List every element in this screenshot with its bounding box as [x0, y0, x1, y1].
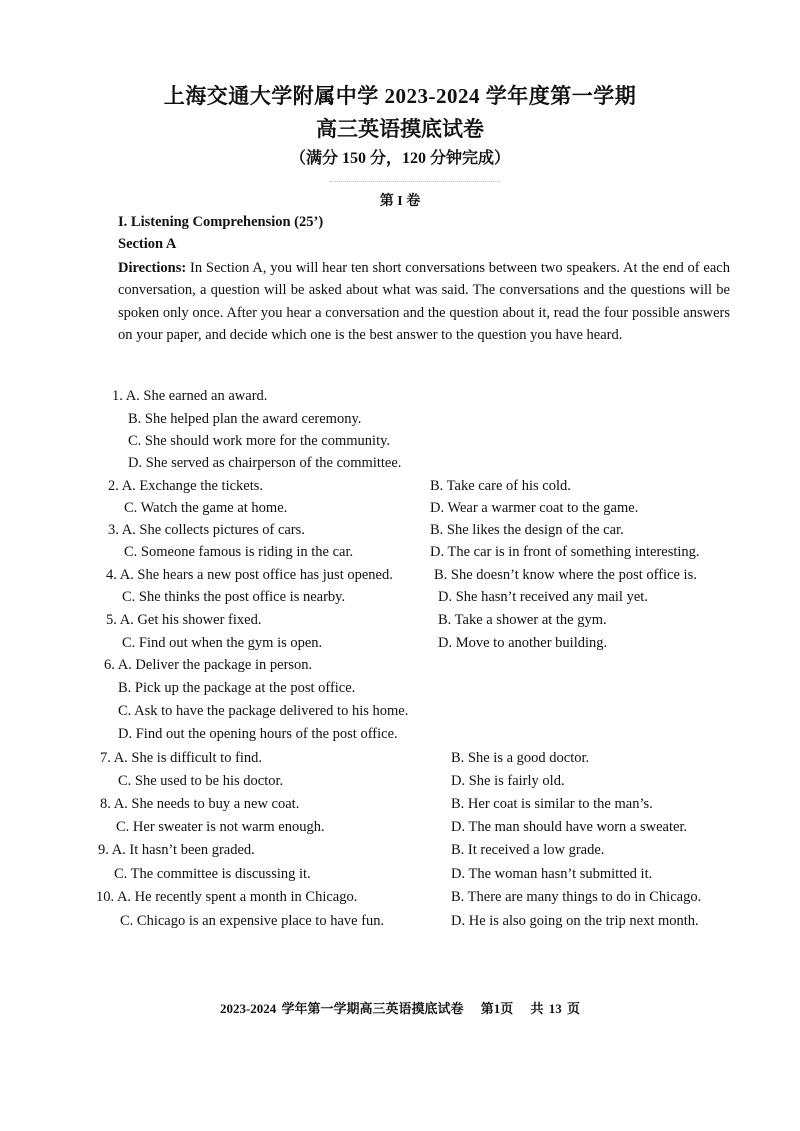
question-5: [106, 612, 261, 629]
option-a: A. Get his shower fixed.: [119, 612, 262, 628]
question-number: 8.: [100, 796, 111, 812]
question-8: [100, 796, 299, 813]
section-heading: Section A: [118, 236, 177, 252]
option-a: A. Deliver the package in person.: [117, 657, 313, 673]
question-2: [108, 478, 263, 495]
option-a: A. She is difficult to find.: [113, 750, 263, 766]
footer-exam-title: 2023-2024 学年第一学期高三英语摸底试卷: [219, 1001, 464, 1016]
directions-label: Directions:: [118, 260, 187, 276]
option-c: C. She used to be his doctor.: [118, 773, 284, 789]
question-number: 5.: [106, 612, 117, 628]
option-b: B. Her coat is similar to the man’s.: [451, 796, 653, 812]
option-a: A. He recently spent a month in Chicago.: [116, 889, 358, 905]
option-d: D. Wear a warmer coat to the game.: [430, 500, 639, 516]
option-c: C. Chicago is an expensive place to have fun.: [120, 913, 385, 929]
school-title: 上海交通大学附属中学 2023-2024 学年度第一学期: [163, 84, 637, 108]
option-a: A. She needs to buy a new coat.: [113, 796, 300, 812]
question-3: [108, 522, 305, 539]
score-note: （满分 150 分，120 分钟完成）: [289, 150, 510, 167]
option-d: D. She hasn’t received any mail yet.: [438, 589, 648, 605]
question-10: [96, 889, 357, 906]
option-a: A. She earned an award.: [125, 388, 268, 404]
option-c: C. Her sweater is not warm enough.: [116, 819, 325, 835]
option-a: A. Exchange the tickets.: [121, 478, 264, 494]
option-b: B. Pick up the package at the post office.: [118, 680, 356, 696]
page-footer: [0, 998, 800, 1017]
option-d: D. He is also going on the trip next month.: [451, 913, 699, 929]
question-1: [112, 388, 267, 405]
question-number: 6.: [104, 657, 115, 673]
option-d: D. The woman hasn’t submitted it.: [451, 866, 653, 882]
option-a: A. She collects pictures of cars.: [121, 522, 305, 538]
option-d: D. She is fairly old.: [451, 773, 565, 789]
option-c: C. Ask to have the package delivered to his home.: [118, 703, 409, 719]
option-d: D. The car is in front of something interesting.: [430, 544, 700, 560]
question-number: 7.: [100, 750, 111, 766]
option-d: D. She served as chairperson of the committee.: [128, 455, 402, 471]
option-c: C. She thinks the post office is nearby.: [122, 589, 346, 605]
decorative-divider: [330, 181, 500, 186]
option-b: B. She doesn’t know where the post office is.: [434, 567, 697, 583]
option-a: A. She hears a new post office has just opened.: [119, 567, 393, 583]
question-number: 2.: [108, 478, 119, 494]
question-number: 1.: [112, 388, 123, 404]
footer-total-pages: 共 13 页: [530, 1001, 581, 1016]
option-d: D. Move to another building.: [438, 635, 608, 651]
option-c: C. She should work more for the community.: [128, 433, 391, 449]
question-4: [106, 567, 393, 584]
question-number: 10.: [96, 889, 115, 905]
option-b: B. Take care of his cold.: [430, 478, 571, 494]
option-b: B. She helped plan the award ceremony.: [128, 411, 362, 427]
volume-label: 第 I 卷: [379, 194, 421, 209]
option-c: C. The committee is discussing it.: [114, 866, 311, 882]
directions-paragraph: [118, 257, 730, 346]
option-d: D. The man should have worn a sweater.: [451, 819, 688, 835]
question-number: 3.: [108, 522, 119, 538]
option-a: A. It hasn’t been graded.: [111, 842, 255, 858]
option-c: C. Someone famous is riding in the car.: [124, 544, 354, 560]
footer-page-number: 第1页: [480, 1001, 514, 1016]
option-b: B. Take a shower at the gym.: [438, 612, 607, 628]
option-c: C. Watch the game at home.: [124, 500, 288, 516]
option-b: B. There are many things to do in Chicago.: [451, 889, 702, 905]
exam-title: 高三英语摸底试卷: [316, 117, 484, 141]
question-7: [100, 750, 262, 767]
option-d: D. Find out the opening hours of the post office.: [118, 726, 398, 742]
question-6: [104, 657, 312, 674]
question-number: 4.: [106, 567, 117, 583]
part-heading: I. Listening Comprehension (25’): [118, 214, 324, 230]
question-number: 9.: [98, 842, 109, 858]
directions-text: In Section A, you will hear ten short conversations between two speakers. At the end of each conversation, a question will be asked about what was said. The conversations and the questions will be spoken only once. After you hear a conversation and the question about it, read the four possible answers on your paper, and decide which one is the best answer to the question you have heard.: [118, 260, 730, 343]
option-c: C. Find out when the gym is open.: [122, 635, 323, 651]
option-b: B. She likes the design of the car.: [430, 522, 624, 538]
option-b: B. It received a low grade.: [451, 842, 605, 858]
question-9: [98, 842, 255, 859]
option-b: B. She is a good doctor.: [451, 750, 590, 766]
